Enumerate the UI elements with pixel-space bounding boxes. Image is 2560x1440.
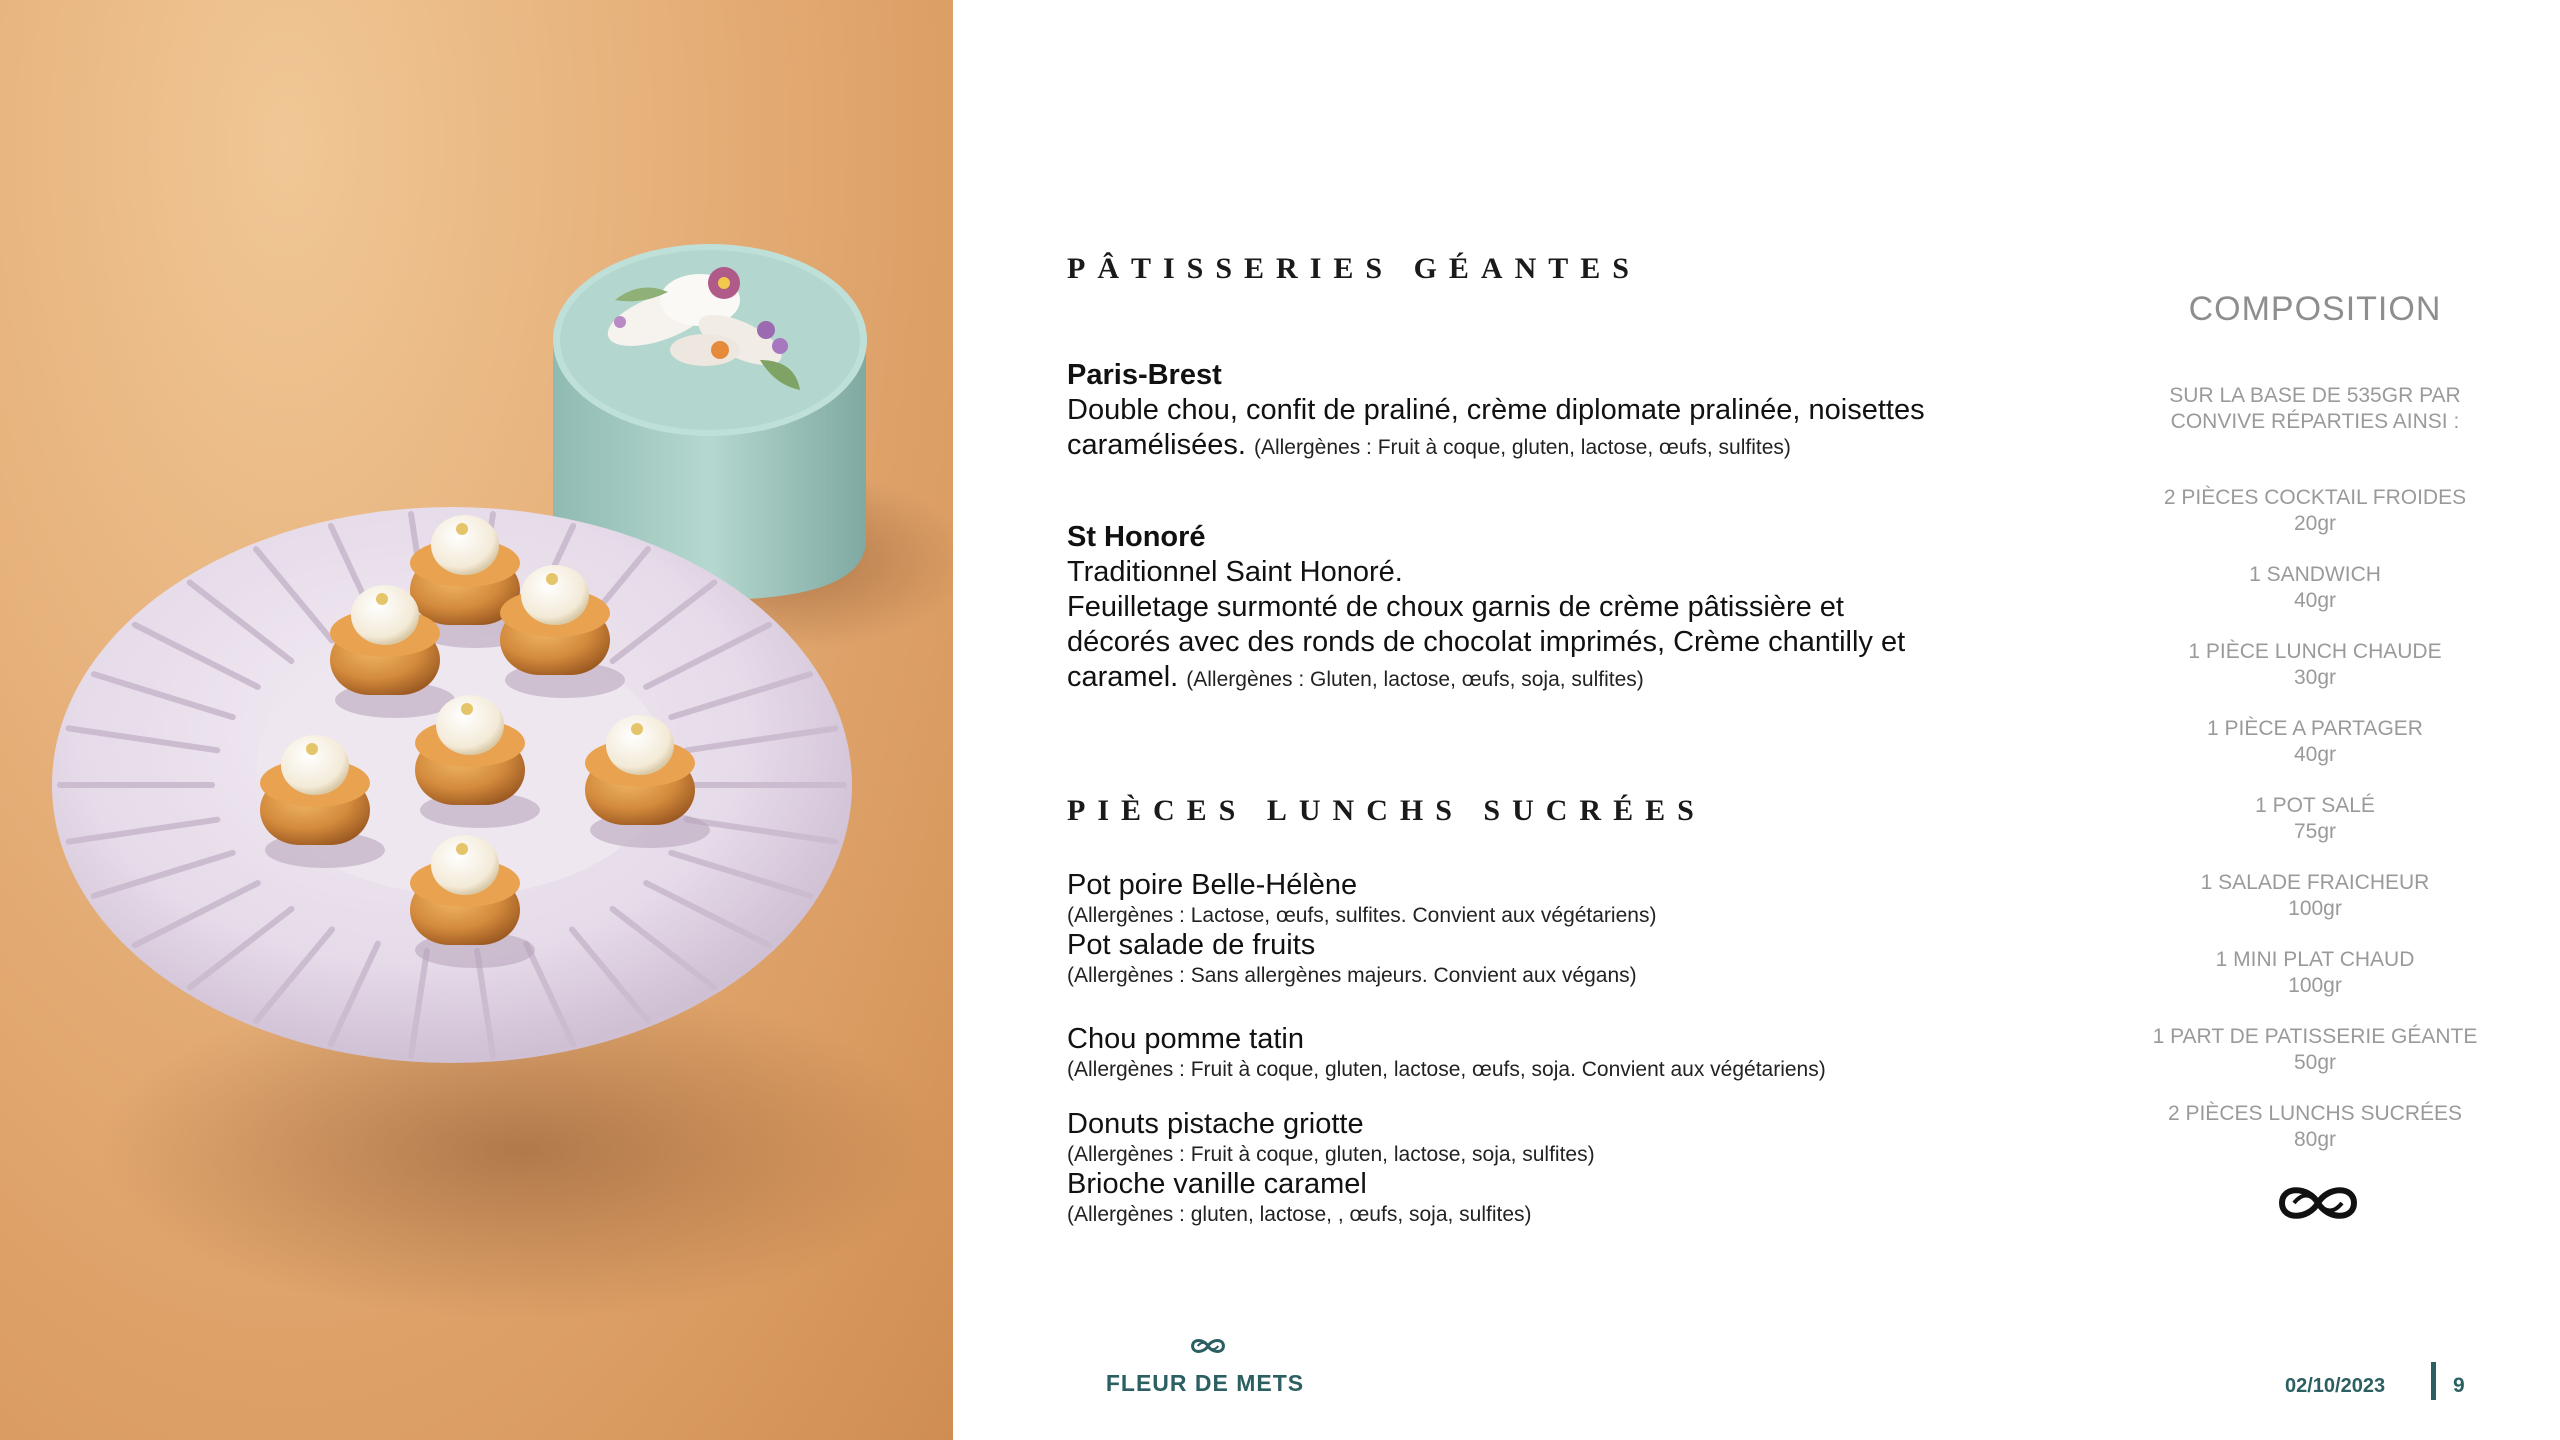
composition-entry [2100,1101,2530,1178]
item-name: St Honoré [1067,521,1206,553]
composition-qty: 75gr [2293,820,2337,843]
item-allergens: (Allergènes : Gluten, lactose, œufs, soja, sulfites) [1186,668,1644,691]
composition-entry [2100,870,2530,947]
composition-label: 1 PIÈCE LUNCH CHAUDE [2188,640,2442,663]
composition-intro: SUR LA BASE DE 535GR PAR CONVIVE RÉPARTIES AINSI : [2169,384,2461,433]
composition-label: 2 PIÈCES COCKTAIL FROIDES [2163,486,2467,509]
composition-qty: 40gr [2293,589,2337,612]
composition-label: 1 POT SALÉ [2255,794,2375,817]
composition-title: COMPOSITION [2188,290,2442,328]
dessert-photo [0,0,953,1440]
composition-qty: 20gr [2293,512,2337,535]
item-name: Paris-Brest [1067,359,1222,391]
brand-name: FLEUR DE METS [1105,1370,1305,1396]
composition-qty: 80gr [2293,1128,2337,1151]
composition-qty: 30gr [2293,666,2337,689]
composition-qty: 100gr [2288,897,2342,920]
item-allergens: (Allergènes : gluten, lactose, , œufs, soja, sulfites) [1067,1203,1532,1226]
composition-label: 1 SANDWICH [2249,563,2381,586]
item-allergens: (Allergènes : Sans allergènes majeurs. Convient aux végans) [1067,964,1637,987]
item-name: Pot salade de fruits [1067,929,1316,961]
menu-item-brioche [1067,1167,1947,1228]
composition-entry [2100,947,2530,1024]
composition-list [2100,485,2530,1178]
menu-item-st-honore [1067,520,1947,695]
composition-entry [2100,562,2530,639]
item-description: Double chou, confit de praliné, crème diplomate pralinée, noisettes caramélisées. [1067,394,1925,461]
composition-entry [2100,639,2530,716]
item-allergens: (Allergènes : Fruit à coque, gluten, lactose, œufs, sulfites) [1253,436,1791,459]
composition-label: 1 PART DE PATISSERIE GÉANTE [2152,1025,2478,1048]
composition-qty: 50gr [2293,1051,2337,1074]
item-allergens: (Allergènes : Lactose, œufs, sulfites. Convient aux végétariens) [1067,904,1657,927]
composition-entry [2100,1024,2530,1101]
item-name: Donuts pistache griotte [1067,1108,1364,1140]
item-allergens: (Allergènes : Fruit à coque, gluten, lactose, œufs, soja. Convient aux végétariens) [1067,1058,1826,1081]
page-number: 9 [2453,1374,2465,1397]
composition-qty: 100gr [2288,974,2342,997]
composition-entry [2100,716,2530,793]
composition-entry [2100,793,2530,870]
menu-item-chou-pomme [1067,1022,1827,1083]
document-date: 02/10/2023 [2285,1375,2386,1397]
section-title-patisseries: PÂTISSERIES GÉANTES [1067,252,1641,285]
composition-label: 2 PIÈCES LUNCHS SUCRÉES [2167,1102,2463,1125]
composition-qty: 40gr [2293,743,2337,766]
menu-item-pot-salade [1067,928,1947,989]
item-description: Feuilletage surmonté de choux garnis de crème pâtissière et décorés avec des ronds de chocolat imprimés, Crème chantilly et caramel. [1067,591,1906,693]
item-description-intro: Traditionnel Saint Honoré. [1067,556,1403,588]
footer-divider [2431,1362,2436,1400]
menu-item-donuts [1067,1107,1947,1168]
composition-label: 1 SALADE FRAICHEUR [2200,871,2430,894]
item-name: Pot poire Belle-Hélène [1067,869,1358,901]
infinity-logo-icon [2276,1180,2360,1226]
composition-label: 1 PIÈCE A PARTAGER [2207,717,2423,740]
item-allergens: (Allergènes : Fruit à coque, gluten, lactose, soja, sulfites) [1067,1143,1595,1166]
composition-entry [2100,485,2530,562]
composition-label: 1 MINI PLAT CHAUD [2215,948,2415,971]
menu-item-paris-brest [1067,358,1947,463]
menu-item-pot-poire [1067,868,1947,929]
section-title-lunchs: PIÈCES LUNCHS SUCRÉES [1067,794,1706,827]
brand-logo-icon [1190,1335,1226,1357]
item-description-block [1067,590,1947,695]
item-name: Chou pomme tatin [1067,1023,1304,1055]
item-description-block [1067,393,1947,463]
dessert-illustration [0,0,953,1440]
item-name: Brioche vanille caramel [1067,1168,1367,1200]
